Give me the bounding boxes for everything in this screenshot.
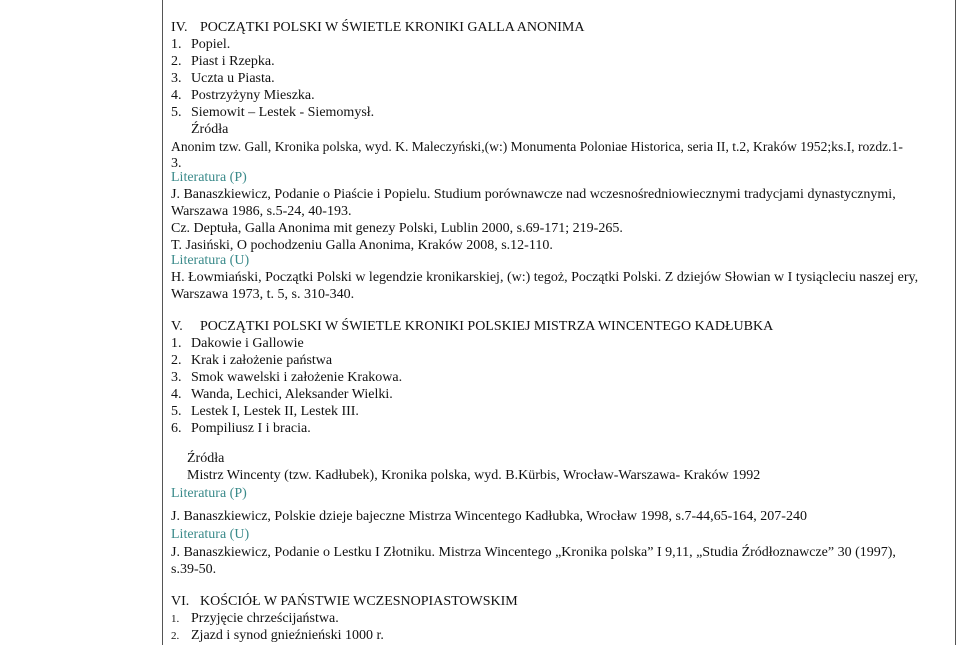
literature-entry-cont: Warszawa 1986, s.5-24, 40-193. (171, 204, 352, 219)
literature-entry: T. Jasiński, O pochodzeniu Galla Anonima, Kraków 2008, s.12-110. (171, 238, 553, 253)
list-item: 4. Wanda, Lechici, Aleksander Wielki. (171, 387, 393, 402)
literature-p-label: Literatura (P) (171, 170, 247, 185)
list-item: 1. Dakowie i Gallowie (171, 336, 304, 351)
list-item: 2. Zjazd i synod gnieźnieński 1000 r. (171, 628, 384, 643)
literature-u-label: Literatura (U) (171, 253, 250, 268)
section-number: VI. (171, 594, 190, 609)
literature-entry: H. Łowmiański, Początki Polski w legendzie kronikarskiej, (w:) tegoż, Początki Polski. Z dziejów Słowian w I tysiącleciu naszej ery, (171, 270, 919, 285)
list-item: 1. Popiel. (171, 37, 231, 52)
literature-entry: Cz. Deptuła, Galla Anonima mit genezy Polski, Lublin 2000, s.69-171; 219-265. (171, 221, 623, 236)
literature-entry: J. Banaszkiewicz, Podanie o Piaście i Popielu. Studium porównawcze nad wczesnośredniowiecznymi tradycjami dynastycznymi, (171, 187, 896, 202)
literature-entry: J. Banaszkiewicz, Polskie dzieje bajeczne Mistrza Wincentego Kadłubka, Wrocław 1998, s.7-44,65-164, 207-240 (171, 509, 807, 524)
source-entry: Mistrz Wincenty (tzw. Kadłubek), Kronika polska, wyd. B.Kürbis, Wrocław-Warszawa- Kraków 1992 (187, 468, 761, 483)
list-item: 3. Smok wawelski i założenie Krakowa. (171, 370, 403, 385)
list-item: 6. Pompiliusz I i bracia. (171, 421, 311, 436)
left-rule (162, 0, 163, 645)
section-number: IV. (171, 20, 188, 35)
section-v-heading (171, 318, 773, 335)
list-item: 5. Siemowit – Lestek - Siemomysł. (171, 105, 375, 120)
list-item: 4. Postrzyżyny Mieszka. (171, 88, 315, 103)
list-item: 2. Piast i Rzepka. (171, 54, 275, 69)
list-item: 5. Lestek I, Lestek II, Lestek III. (171, 404, 359, 419)
literature-u-label: Literatura (U) (171, 527, 250, 542)
source-entry-cont: 3. (171, 156, 182, 171)
right-rule (955, 0, 956, 645)
section-vi-heading (171, 593, 518, 610)
literature-entry: J. Banaszkiewicz, Podanie o Lestku I Złotniku. Mistrza Wincentego „Kronika polska” I 9,11, „Studia Źródłoznawcze” 30 (1997), (171, 545, 896, 560)
section-title: KOŚCIÓŁ W PAŃSTWIE WCZESNOPIASTOWSKIM (200, 594, 518, 609)
literature-entry-cont: s.39-50. (171, 562, 217, 577)
list-item: 1. Przyjęcie chrześcijaństwa. (171, 611, 339, 626)
sources-label: Źródła (191, 122, 229, 137)
section-title: POCZĄTKI POLSKI W ŚWIETLE KRONIKI POLSKIEJ MISTRZA WINCENTEGO KADŁUBKA (200, 319, 774, 334)
literature-p-label: Literatura (P) (171, 486, 247, 501)
literature-entry-cont: Warszawa 1973, t. 5, s. 310-340. (171, 287, 355, 302)
list-item: 3. Uczta u Piasta. (171, 71, 275, 86)
section-iv-heading (171, 19, 584, 36)
section-number: V. (171, 319, 183, 334)
source-entry: Anonim tzw. Gall, Kronika polska, wyd. K. Maleczyński,(w:) Monumenta Poloniae Historica, seria II, t.2, Kraków 1952;ks.I, rozdz.1- (171, 139, 903, 154)
section-title: POCZĄTKI POLSKI W ŚWIETLE KRONIKI GALLA ANONIMA (200, 20, 585, 35)
list-item: 2. Krak i założenie państwa (171, 353, 333, 368)
sources-label: Źródła (187, 451, 225, 466)
